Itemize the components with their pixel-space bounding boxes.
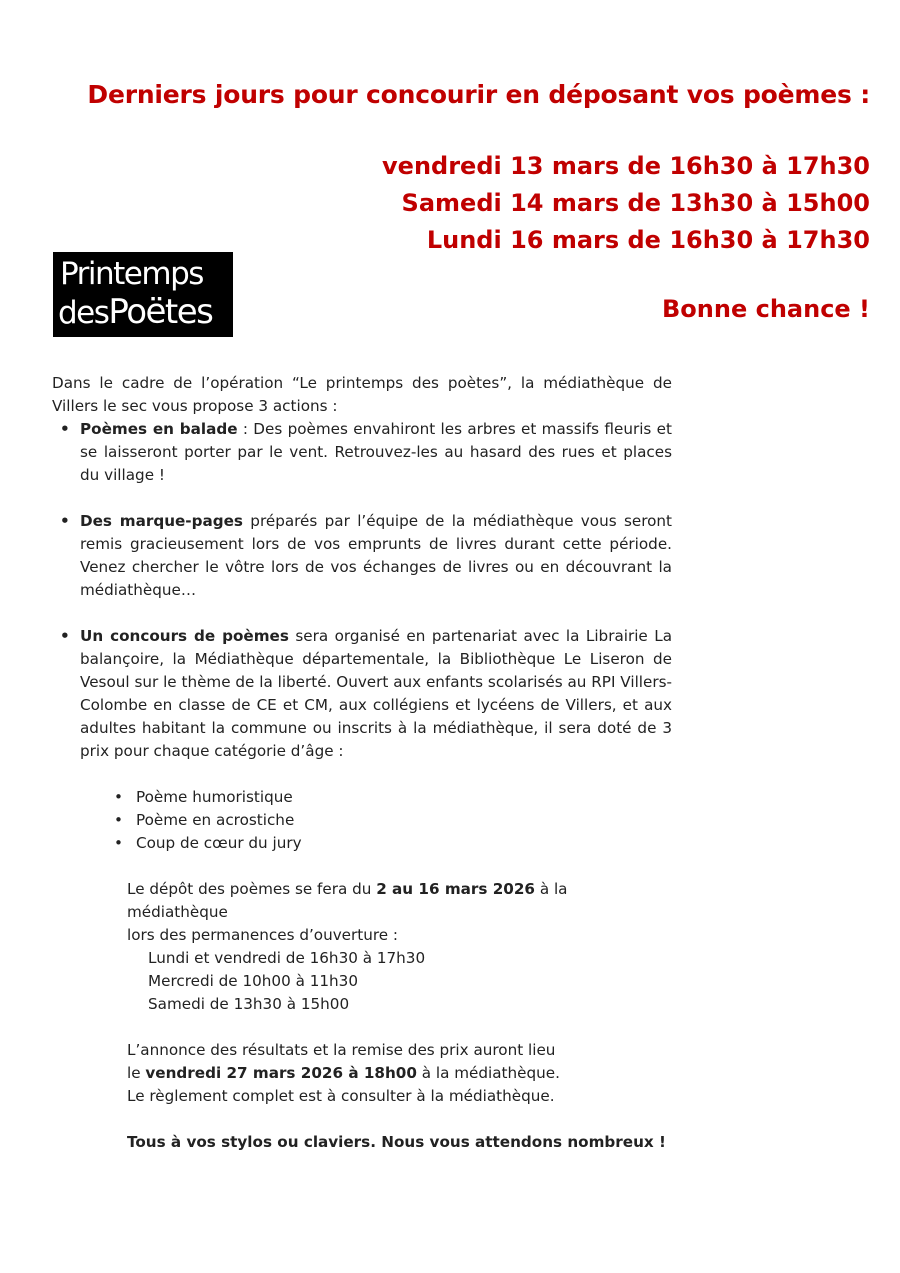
hours-line: Samedi de 13h30 à 15h00 [148,995,350,1013]
category-item: • Poème humoristique [108,786,672,809]
list-item: • Un concours de poèmes sera organisé en partenariat avec la Librairie La balançoire, la Médiathèque départementale, la Bibliothèque Le Liseron de Vesoul sur le thème de la liberté. Ouvert aux enfants scolarisés au RPI Villers-Colombe en classe de CE et CM, aux collégiens et lycéens de Villers, et aux adultes habitant la commune ou inscrits à la médiathèque, il sera doté de 3 prix pour chaque catégorie d’âge : [52,625,672,763]
results-info: L’annonce des résultats et la remise des prix auront lieu le vendredi 27 mars 2026 à 18h00 à la médiathèque. Le règlement complet est à consulter à la médiathèque. [127,1041,560,1105]
deposit-info: Le dépôt des poèmes se fera du 2 au 16 mars 2026 à la médiathèque lors des permanences d’ouverture : [127,880,568,944]
actions-list [52,418,672,763]
hours-line: Lundi et vendredi de 16h30 à 17h30 [148,949,426,967]
list-item: • Poèmes en balade : Des poèmes envahiront les arbres et massifs fleuris et se laisseront porter par le vent. Retrouvez-les au hasard des rues et places du village ! [52,418,672,487]
date-line: Lundi 16 mars de 16h30 à 17h30 [426,226,870,254]
list-item: • Des marque-pages préparés par l’équipe de la médiathèque vous seront remis gracieusement lors de vos emprunts de livres durant cette période. Venez chercher le vôtre lors de vos échanges de livres ou en découvrant la médiathèque… [52,510,672,602]
dates-list [87,148,870,259]
closing-line: Tous à vos stylos ou claviers. Nous vous attendons nombreux ! [127,1133,666,1151]
date-line: Samedi 14 mars de 13h30 à 15h00 [401,189,870,217]
printemps-des-poetes-logo [53,252,233,337]
prize-categories [52,786,672,855]
opening-hours [148,947,672,1016]
category-item: • Coup de cœur du jury [108,832,672,855]
good-luck: Bonne chance ! [662,295,870,323]
main-content [52,372,672,1154]
category-item: • Poème en acrostiche [108,809,672,832]
logo-line-1: Printemps [60,256,203,292]
intro-paragraph: Dans le cadre de l’opération “Le printemps des poètes”, la médiathèque de Villers le sec vous propose 3 actions : [52,374,672,415]
date-line: vendredi 13 mars de 16h30 à 17h30 [382,152,870,180]
hours-line: Mercredi de 10h00 à 11h30 [148,972,358,990]
headline: Derniers jours pour concourir en déposant vos poèmes : [87,80,870,109]
logo-line-2: desPoëtes [58,292,213,332]
